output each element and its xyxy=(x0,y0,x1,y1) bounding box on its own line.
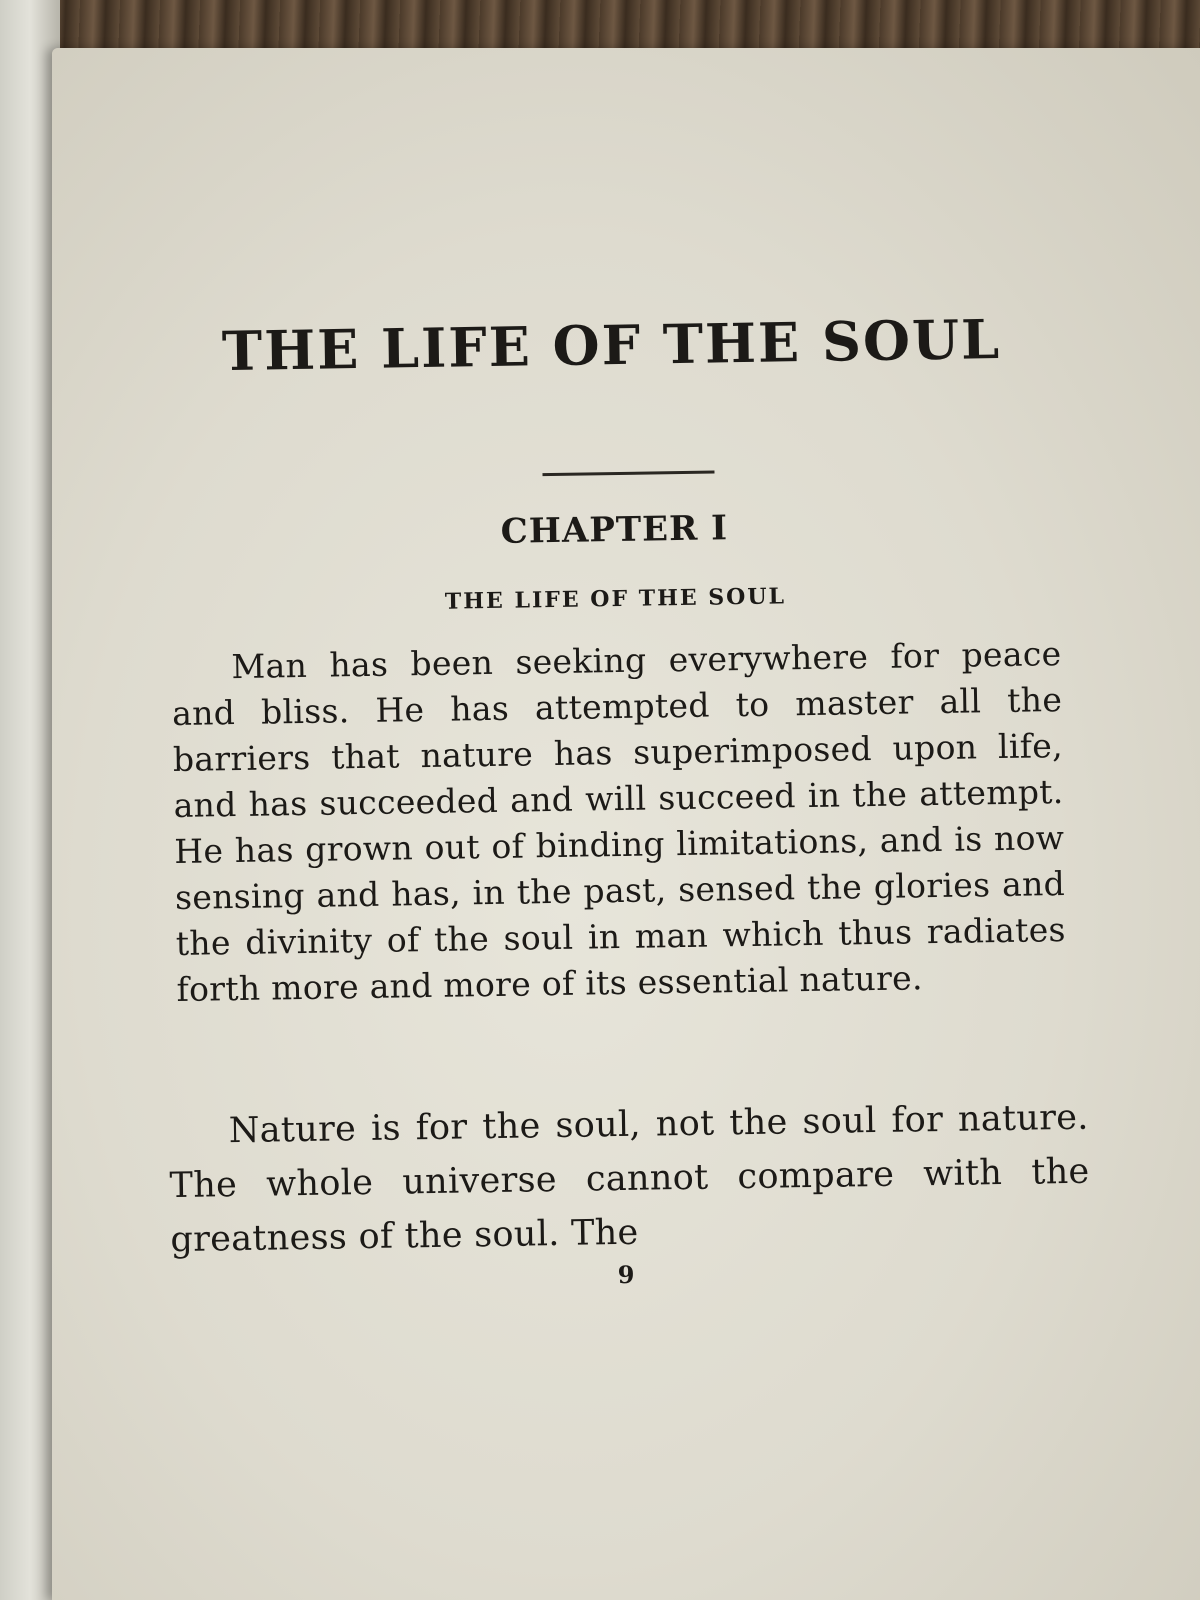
body-paragraph: Man has been seeking everywhere for peace and bliss. He has attempted to master all the barriers that nature has superimposed upon life, and has succeeded and will succeed in the attempt. He has grown out of binding limitations, and is now sensing and has, in the past, sensed the glories and the divinity of the soul in man which thus radiates forth more and more of its essential nature. xyxy=(171,634,1067,1009)
facing-page-edge xyxy=(0,0,60,1600)
book-page xyxy=(52,48,1200,1600)
page-number: 9 xyxy=(617,1259,635,1290)
title-rule-divider xyxy=(542,470,714,476)
chapter-heading: CHAPTER I xyxy=(500,508,729,552)
page-content xyxy=(132,41,1106,1600)
body-paragraph: Nature is for the soul, not the soul for nature. The whole universe cannot compare with the greatness of the soul. The xyxy=(169,1097,1090,1261)
book-title: THE LIFE OF THE SOUL xyxy=(221,306,1002,384)
chapter-subtitle: THE LIFE OF THE SOUL xyxy=(444,583,787,615)
